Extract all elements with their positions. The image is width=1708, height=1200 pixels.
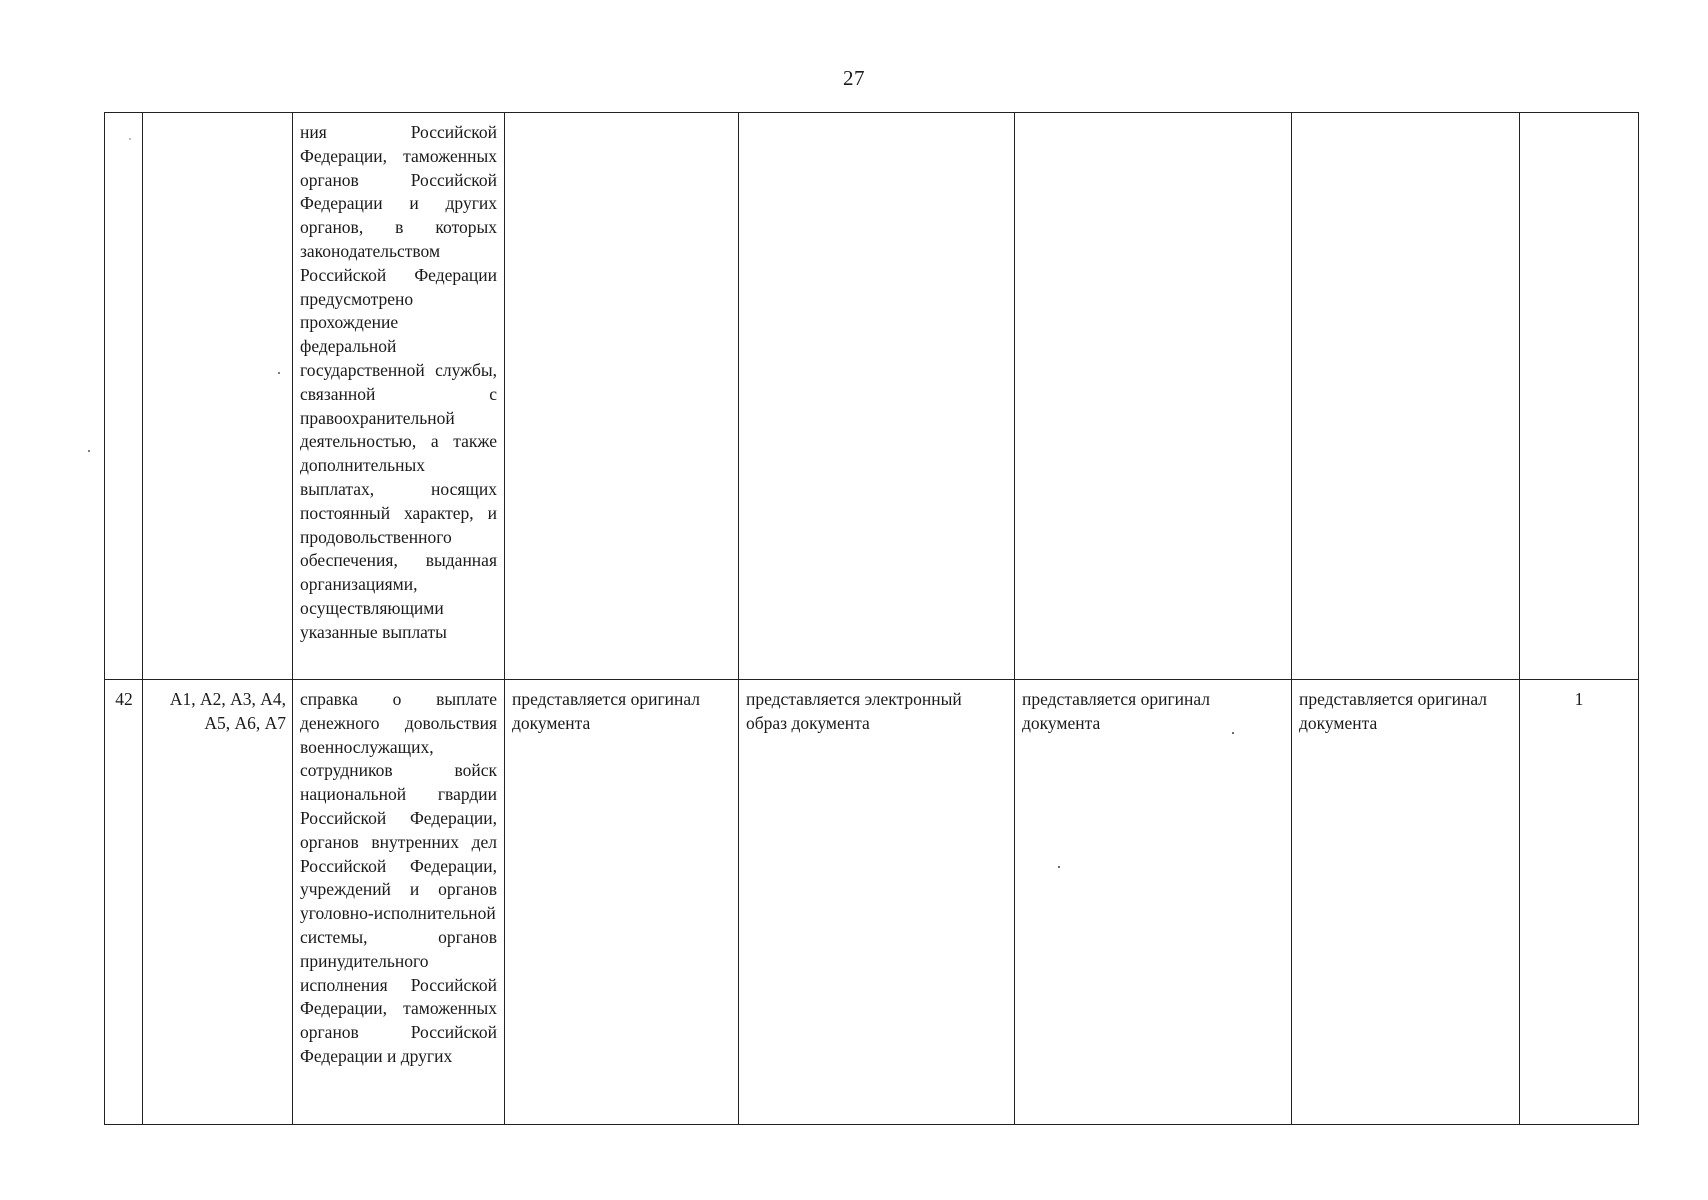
submission-cell-1 (505, 113, 739, 680)
applicant-codes (143, 113, 292, 121)
submission-cell-4 (1292, 113, 1520, 680)
document-description: ния Российской Федерации, таможенных органов Российской Федерации и других органов, в которых законодательством Российской Федерации предусмотрено прохождение федеральной государственной службы, связанной с правоохранительной деятельностью, а также дополнительных выплатах, носящих постоянный характер, и продовольственного обеспечения, выданная организациями, осуществляющими указанные выплаты (300, 122, 497, 642)
submission-text-4 (1292, 113, 1519, 121)
submission-text-2: представляется электронный образ документа (746, 689, 962, 733)
codes-cell (143, 680, 293, 1125)
row-number (105, 113, 142, 121)
submission-cell-4 (1292, 680, 1520, 1125)
submission-text-3 (1015, 113, 1291, 121)
table-row (105, 113, 1639, 680)
submission-text-1: представляется оригинал документа (512, 689, 701, 733)
copies-count: 1 (1574, 689, 1584, 709)
submission-cell-1 (505, 680, 739, 1125)
count-cell (1520, 113, 1639, 680)
submission-cell-2 (739, 680, 1015, 1125)
codes-cell (143, 113, 293, 680)
scan-speck (88, 450, 90, 452)
count-cell (1520, 680, 1639, 1125)
scan-speck (1232, 732, 1234, 734)
applicant-codes: А1, А2, А3, А4, А5, А6, А7 (169, 689, 286, 733)
document-table (104, 112, 1639, 1125)
submission-text-1 (505, 113, 738, 121)
page-number: 27 (843, 66, 865, 90)
scan-speck (278, 372, 280, 374)
copies-count (1520, 113, 1638, 121)
row-number-cell (105, 113, 143, 680)
submission-text-4: представляется оригинал документа (1299, 689, 1488, 733)
submission-cell-3 (1015, 113, 1292, 680)
table-row (105, 680, 1639, 1125)
submission-text-3: представляется оригинал документа (1022, 689, 1211, 733)
submission-cell-3 (1015, 680, 1292, 1125)
description-cell (293, 113, 505, 680)
scan-speck (1058, 866, 1060, 868)
submission-cell-2 (739, 113, 1015, 680)
row-number-cell (105, 680, 143, 1125)
submission-text-2 (739, 113, 1014, 121)
scan-speck (129, 138, 131, 140)
description-cell (293, 680, 505, 1125)
row-number: 42 (115, 689, 133, 709)
document-description: справка о выплате денежного довольствия военнослужащих, сотрудников войск национальной гвардии Российской Федерации, органов внутренних дел Российской Федерации, учреждений и органов уголовно-исполнительной системы, органов принудительного исполнения Российской Федерации, таможенных органов Российской Федерации и других (300, 689, 497, 1066)
